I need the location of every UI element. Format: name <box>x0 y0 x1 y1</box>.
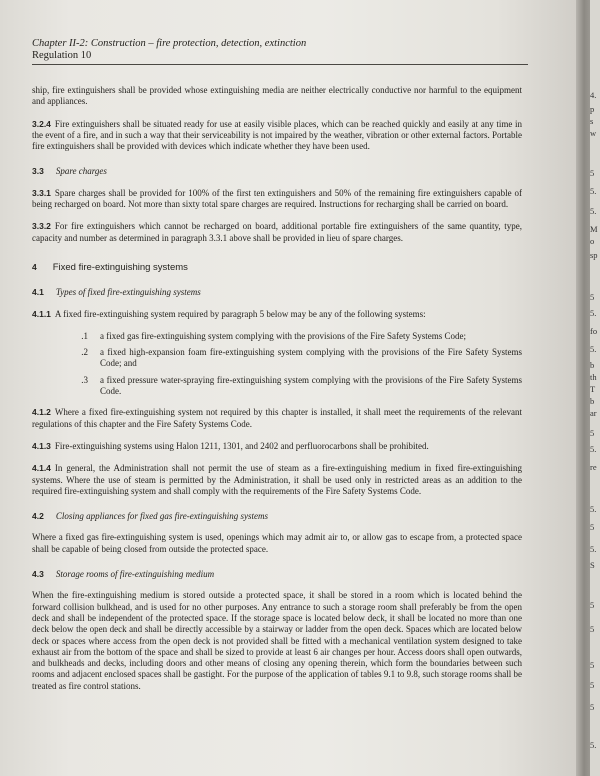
facing-page-fragment: re <box>590 462 597 472</box>
paragraph <box>32 463 522 497</box>
subsection-heading <box>32 511 522 522</box>
facing-page-fragment: b <box>590 360 595 370</box>
regulation-number: Regulation 10 <box>32 50 92 61</box>
paragraph <box>32 221 522 244</box>
facing-page-fragment: S <box>590 560 595 570</box>
list-item-text: a fixed high-expansion foam fire-extinguishing system complying with the provisions of the Fire Safety Systems Code; and <box>100 347 522 369</box>
list-item <box>32 375 522 398</box>
paragraph-text: Closing appliances for fixed gas fire-extinguishing systems <box>55 511 268 522</box>
subsection-heading <box>32 287 522 298</box>
list-item-label: .3 <box>81 374 88 385</box>
facing-page-fragment: 5 <box>590 168 595 178</box>
facing-page-fragment: 5 <box>590 600 595 610</box>
paragraph-text: In general, the Administration shall not permit the use of steam as a fire-extinguishing medium in fixed fire-extinguishing systems. Where the use of steam is permitted by the Administration, it shall be used only in restricted areas as an addition to the required fire-extinguishing system and shall comply with the requirements of the Fire Safety Systems Code. <box>32 463 522 496</box>
paragraph-number: 4.3 <box>32 569 44 580</box>
running-header <box>32 38 532 62</box>
paragraph-number: 4.1.3 <box>32 440 51 451</box>
paragraph-number: 4 <box>32 261 37 272</box>
paragraph-number: 4.1.4 <box>32 463 51 474</box>
facing-page-fragment: 5. <box>590 740 597 750</box>
paragraph-text: ship, fire extinguishers shall be provided whose extinguishing media are neither electrically conductive nor harmful to the equipment and appliances. <box>32 85 522 107</box>
list-item-label: .1 <box>81 330 88 341</box>
paragraph-text: Spare charges <box>55 166 107 177</box>
list-item-label: .2 <box>81 347 88 358</box>
paragraph-text: A fixed fire-extinguishing system required by paragraph 5 below may be any of the following systems: <box>54 308 426 319</box>
list-item-text: a fixed gas fire-extinguishing system complying with the provisions of the Fire Safety Systems Code; <box>100 330 466 341</box>
paragraph-text: When the fire-extinguishing medium is stored outside a protected space, it shall be stored in a room which is located behind the forward collision bulkhead, and is used for no other purposes. Any entrance to such a storage room shall preferably be from the open deck and shall be independent of the protected space. If the storage space is located below deck, it shall be located no more than one deck below the open deck and shall be directly accessible by a stairway or ladder from the open deck. Spaces which are located below deck or spaces where access from the open deck is not provided shall be fitted with a mechanical ventilation system designed to take exhaust air from the bottom of the space and shall be sized to provide at least 6 air changes per hour. Access doors shall open outwards, and bulkheads and decks, including doors and other means of closing any opening therein, which form the boundaries between such rooms and adjacent enclosed spaces shall be gastight. For the purpose of the application of tables 9.1 to 9.8, such storage rooms shall be treated as fire control stations. <box>32 590 522 691</box>
facing-page-fragment: 5. <box>590 444 597 454</box>
facing-page-fragment: 5 <box>590 292 595 302</box>
facing-page-fragment: 5. <box>590 186 597 196</box>
facing-page-fragment: 5 <box>590 624 595 634</box>
paragraph-text: For fire extinguishers which cannot be recharged on board, additional portable fire extinguishers of the same quantity, type, capacity and number as determined in paragraph 3.3.1 above shall be provided in lieu of spare charges. <box>32 221 522 243</box>
facing-page-fragment: w <box>590 128 597 138</box>
subsection-heading <box>32 569 522 580</box>
list-item-text: a fixed pressure water-spraying fire-extinguishing system complying with the provisions of the Fire Safety Systems Code. <box>100 374 522 397</box>
paragraph-number: 3.3.2 <box>32 221 51 232</box>
paragraph-text: Types of fixed fire-extinguishing systems <box>55 287 201 298</box>
subsection-heading <box>32 166 522 177</box>
facing-page-fragment: 5 <box>590 428 595 438</box>
facing-page-fragment: 5. <box>590 344 597 354</box>
paragraph-text: Where a fixed gas fire-extinguishing system is used, openings which may admit air to, or allow gas to escape from, a protected space shall be capable of being closed from outside the protected space. <box>32 532 522 554</box>
paragraph-text: Fire-extinguishing systems using Halon 1211, 1301, and 2402 and perfluorocarbons shall be prohibited. <box>54 440 429 451</box>
facing-page-fragment: 5 <box>590 702 595 712</box>
paragraph-text: Fixed fire-extinguishing systems <box>52 261 188 273</box>
facing-page-fragment: b <box>590 396 595 406</box>
facing-page-fragment: o <box>590 236 595 246</box>
paragraph <box>32 407 522 430</box>
paragraph <box>32 309 522 320</box>
enumerated-list <box>32 331 522 397</box>
facing-page-fragment: sp <box>590 250 598 260</box>
paragraph-number: 4.1 <box>32 287 44 298</box>
facing-page-fragment: th <box>590 372 597 382</box>
facing-page-fragment: 5 <box>590 680 595 690</box>
header-rule <box>32 64 528 65</box>
facing-page-fragment: 5. <box>590 544 597 554</box>
facing-page-fragment: 5 <box>590 660 595 670</box>
section-heading <box>32 262 522 273</box>
body-text <box>32 85 522 703</box>
facing-page-fragment: 5. <box>590 206 597 216</box>
paragraph-number: 4.1.2 <box>32 407 51 418</box>
paragraph-number: 3.3 <box>32 166 44 177</box>
list-item <box>32 347 522 370</box>
paragraph-text: Fire extinguishers shall be situated ready for use at easily visible places, which can be reached quickly and easily at any time in the event of a fire, and in such a way that their serviceability is not impaired by the weather, vibration or other external factors. Portable fire extinguishers shall be provided with devices which indicate whether they have been used. <box>32 118 522 152</box>
chapter-title: Chapter II-2: Construction – fire protection, detection, extinction <box>32 38 307 49</box>
list-item <box>32 331 522 342</box>
facing-page-fragment: T <box>590 384 596 394</box>
paragraph <box>32 441 522 452</box>
facing-page-fragment: 5 <box>590 522 595 532</box>
facing-page-fragment: p <box>590 104 595 114</box>
facing-page-fragment: 5. <box>590 504 597 514</box>
facing-page-fragment: 4. <box>590 90 597 100</box>
facing-page-fragment: ar <box>590 408 597 418</box>
facing-page-fragment: s <box>590 116 594 126</box>
paragraph-number: 3.3.1 <box>32 187 51 198</box>
paragraph <box>32 85 522 108</box>
facing-page-fragment: 5. <box>590 308 597 318</box>
paragraph-number: 4.2 <box>32 511 44 522</box>
facing-page-fragment: M <box>590 224 598 234</box>
paragraph-text: Where a fixed fire-extinguishing system not required by this chapter is installed, it shall meet the requirements of the relevant regulations of this chapter and the Fire Safety Systems Code. <box>32 407 522 429</box>
paragraph-number: 3.2.4 <box>32 118 51 129</box>
paragraph <box>32 188 522 211</box>
facing-page-edge <box>590 0 600 776</box>
paragraph <box>32 590 522 692</box>
paragraph-text: Storage rooms of fire-extinguishing medium <box>55 569 215 580</box>
paragraph <box>32 532 522 555</box>
paragraph-text: Spare charges shall be provided for 100% of the first ten extinguishers and 50% of the remaining fire extinguishers capable of being recharged on board. Not more than sixty total spare charges are required. Instructions for recharging shall be carried on board. <box>32 187 522 210</box>
paragraph <box>32 119 522 153</box>
paragraph-number: 4.1.1 <box>32 308 51 319</box>
facing-page-fragment: fo <box>590 326 598 336</box>
